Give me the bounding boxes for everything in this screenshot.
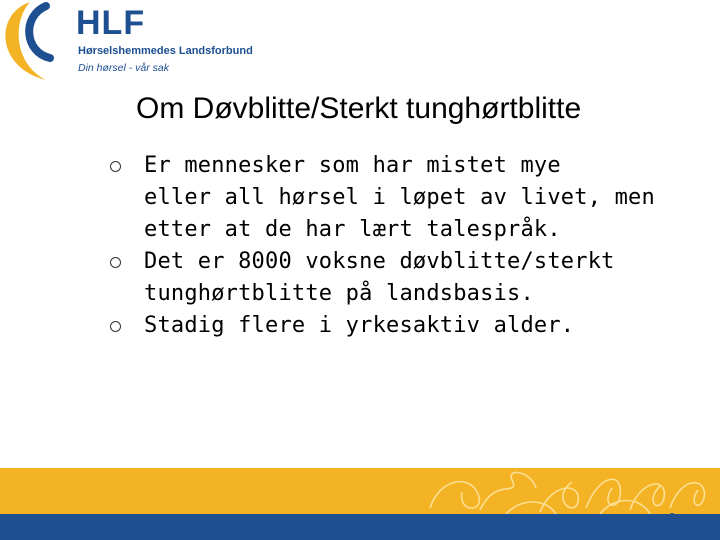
bullet-line: etter at de har lært talespråk. bbox=[144, 217, 561, 242]
bullet-item bbox=[110, 310, 710, 342]
bullet-line: Det er 8000 voksne døvblitte/sterkt bbox=[144, 249, 615, 274]
footer-decoration bbox=[0, 468, 720, 540]
page-number: 9 bbox=[668, 510, 676, 525]
logo-slogan: Din hørsel - vår sak bbox=[78, 62, 170, 74]
bullet-item bbox=[110, 150, 710, 246]
bullet-line: Er mennesker som har mistet mye bbox=[144, 153, 561, 178]
slide-title: Om Døvblitte/Sterkt tunghørtblitte bbox=[136, 92, 582, 125]
bullet-circle-icon bbox=[110, 161, 121, 172]
hlf-logo bbox=[0, 0, 260, 90]
bullet-circle-icon bbox=[110, 257, 121, 268]
bullet-line: eller all hørsel i løpet av livet, men bbox=[144, 185, 655, 210]
footer-swirl-pattern bbox=[0, 468, 720, 540]
bullet-line: Stadig flere i yrkesaktiv alder. bbox=[144, 313, 575, 338]
bullet-list bbox=[110, 150, 710, 342]
logo-full-name: Hørselshemmedes Landsforbund bbox=[78, 45, 253, 57]
bullet-circle-icon bbox=[110, 321, 121, 332]
logo-crescent-icon bbox=[0, 0, 80, 90]
bullet-line: tunghørtblitte på landsbasis. bbox=[144, 281, 534, 306]
bullet-item bbox=[110, 246, 710, 310]
logo-name: HLF bbox=[76, 4, 146, 42]
